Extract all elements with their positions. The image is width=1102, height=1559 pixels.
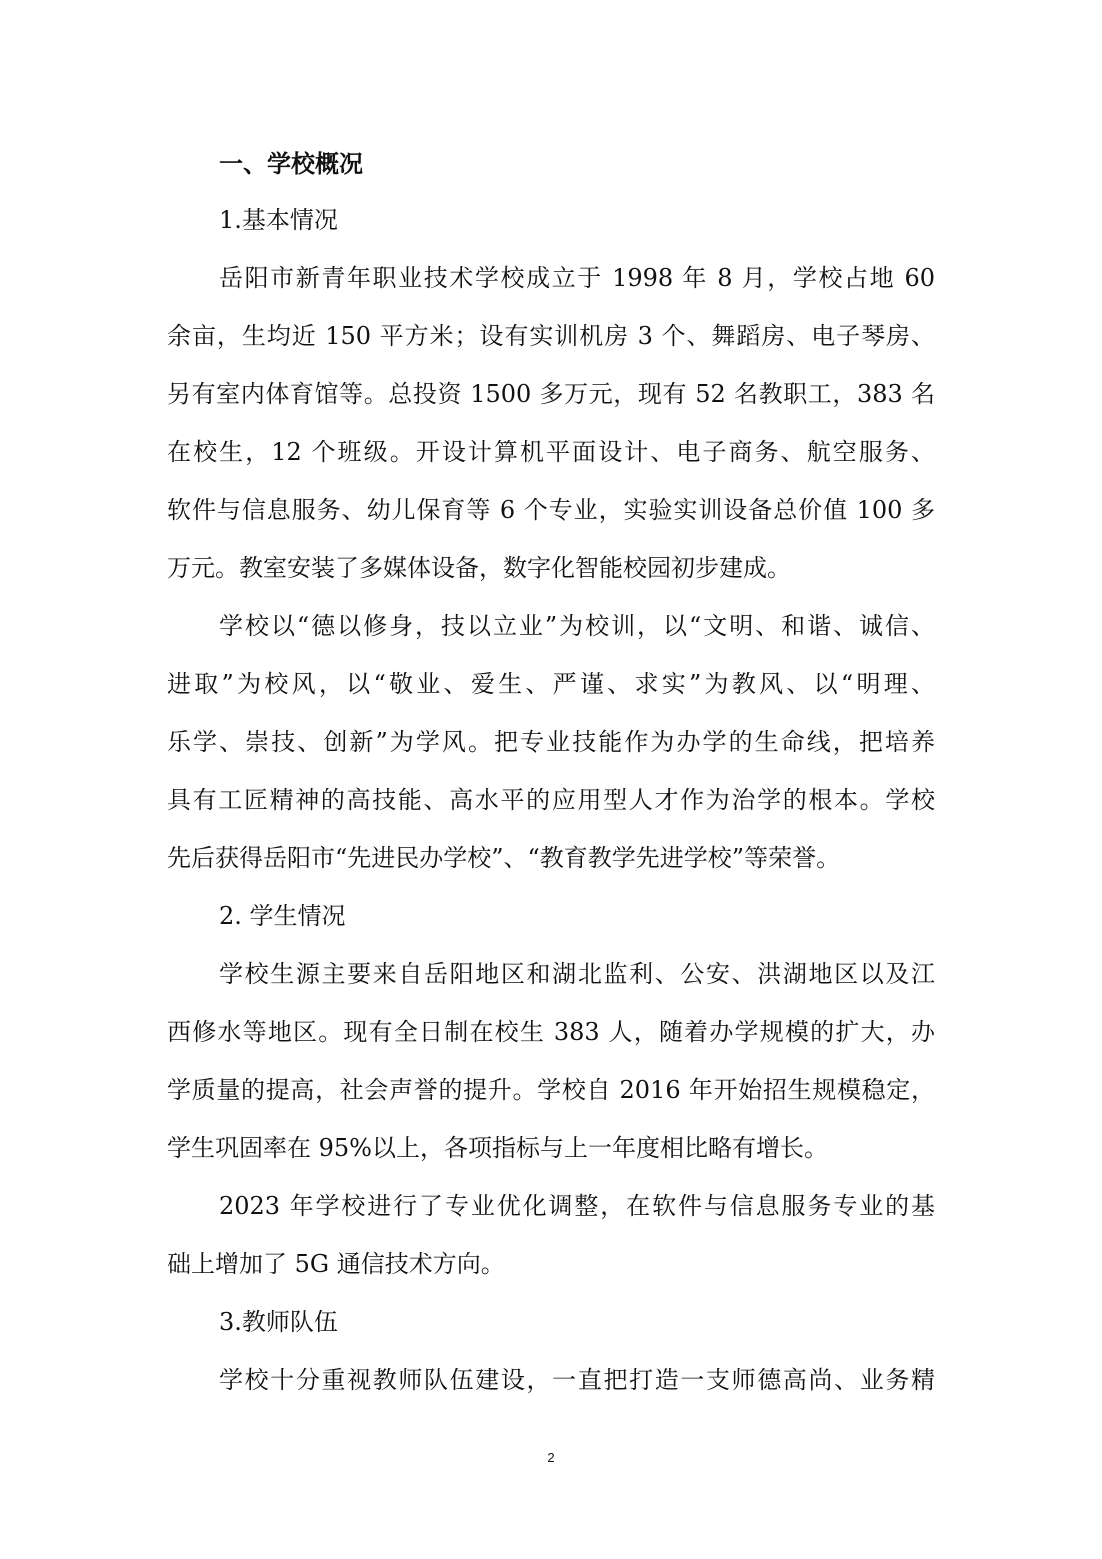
paragraph-line: 余亩，生均近 150 平方米；设有实训机房 3 个、舞蹈房、电子琴房、 bbox=[167, 322, 935, 350]
page-number: 2 bbox=[547, 1450, 555, 1465]
paragraph-line: 学校以“德以修身，技以立业”为校训，以“文明、和谐、诚信、 bbox=[219, 612, 935, 640]
paragraph-line: 具有工匠精神的高技能、高水平的应用型人才作为治学的根本。学校 bbox=[167, 786, 935, 814]
paragraph-line: 岳阳市新青年职业技术学校成立于 1998 年 8 月，学校占地 60 bbox=[219, 264, 935, 292]
subheading-basic-info: 1.基本情况 bbox=[219, 206, 338, 234]
paragraph-line: 乐学、崇技、创新”为学风。把专业技能作为办学的生命线，把培养 bbox=[167, 728, 935, 756]
paragraph-line: 软件与信息服务、幼儿保育等 6 个专业，实验实训设备总价值 100 多 bbox=[167, 496, 935, 524]
paragraph-line: 学校生源主要来自岳阳地区和湖北监利、公安、洪湖地区以及江 bbox=[219, 960, 935, 988]
paragraph-line: 2023 年学校进行了专业优化调整，在软件与信息服务专业的基 bbox=[219, 1192, 935, 1220]
paragraph-line: 先后获得岳阳市“先进民办学校”、“教育教学先进学校”等荣誉。 bbox=[167, 844, 841, 872]
subheading-students: 2. 学生情况 bbox=[219, 902, 346, 930]
paragraph-line: 学生巩固率在 95%以上，各项指标与上一年度相比略有增长。 bbox=[167, 1134, 828, 1162]
paragraph-line: 础上增加了 5G 通信技术方向。 bbox=[167, 1250, 505, 1278]
paragraph-line: 万元。教室安装了多媒体设备，数字化智能校园初步建成。 bbox=[167, 554, 791, 582]
paragraph-line: 在校生，12 个班级。开设计算机平面设计、电子商务、航空服务、 bbox=[167, 438, 935, 466]
subheading-teachers: 3.教师队伍 bbox=[219, 1308, 338, 1336]
paragraph-line: 学校十分重视教师队伍建设，一直把打造一支师德高尚、业务精 bbox=[219, 1366, 935, 1394]
paragraph-line: 另有室内体育馆等。总投资 1500 多万元，现有 52 名教职工，383 名 bbox=[167, 380, 935, 408]
paragraph-line: 学质量的提高，社会声誉的提升。学校自 2016 年开始招生规模稳定， bbox=[167, 1076, 935, 1104]
paragraph-line: 西修水等地区。现有全日制在校生 383 人，随着办学规模的扩大，办 bbox=[167, 1018, 935, 1046]
paragraph-line: 进取”为校风，以“敬业、爱生、严谨、求实”为教风、以“明理、 bbox=[167, 670, 935, 698]
section-title: 一、学校概况 bbox=[219, 149, 363, 178]
